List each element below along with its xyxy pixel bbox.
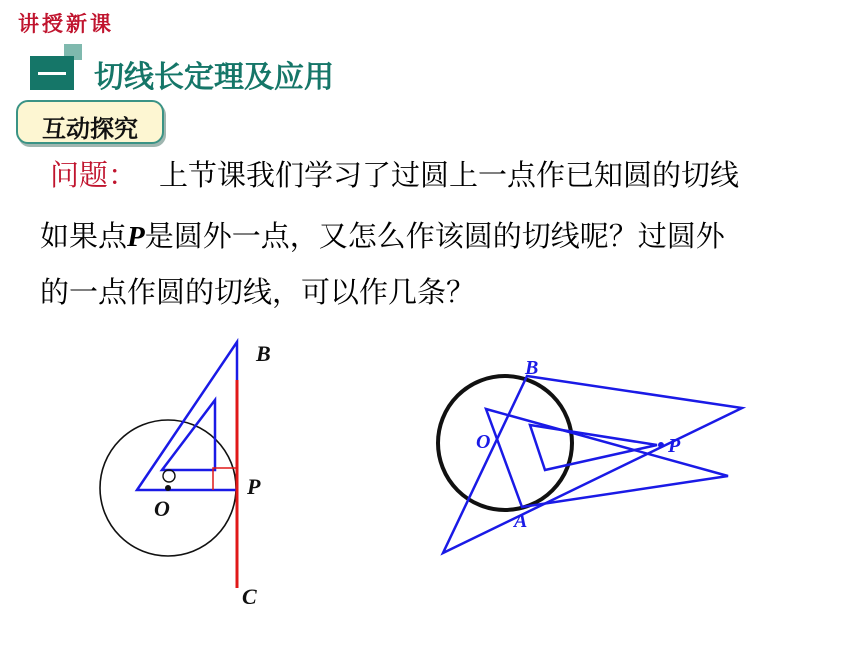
left-set-square-inner (162, 400, 215, 470)
question-text: 上节课我们学习了过圆上一点作已知圆的切线 (159, 158, 740, 192)
paragraph-line1-after: 是圆外一点，又怎么作该圆的切线呢？过圆外 (144, 219, 725, 253)
figure-right (438, 357, 742, 553)
label-a-right: A (514, 510, 528, 532)
point-p-right (658, 442, 664, 448)
badge-label: 互动探究 (42, 115, 138, 143)
right-triangle-large (443, 376, 742, 553)
right-triangle-medium (486, 409, 728, 507)
section-title: 切线长定理及应用 (94, 60, 334, 95)
label-c-left: C (242, 584, 257, 609)
left-small-circle (163, 470, 175, 482)
header-label: 讲授新课 (18, 12, 114, 36)
right-triangle-small (530, 425, 657, 470)
label-o-right: O (476, 431, 491, 453)
label-o-left: O (154, 496, 170, 521)
right-circle (438, 376, 572, 510)
label-b-right: B (525, 357, 539, 379)
paragraph-line-2: 的一点作圆的切线，可以作几条？ (40, 275, 476, 309)
paragraph-line1-before: 如果点 (40, 219, 128, 253)
center-point-o (165, 485, 171, 491)
question-label: 问题： (50, 158, 138, 192)
paragraph-point: P (127, 221, 145, 253)
label-p-right: P (668, 435, 681, 457)
label-b-left: B (256, 341, 271, 366)
label-p-left: P (247, 474, 261, 499)
figure-left (100, 341, 271, 609)
